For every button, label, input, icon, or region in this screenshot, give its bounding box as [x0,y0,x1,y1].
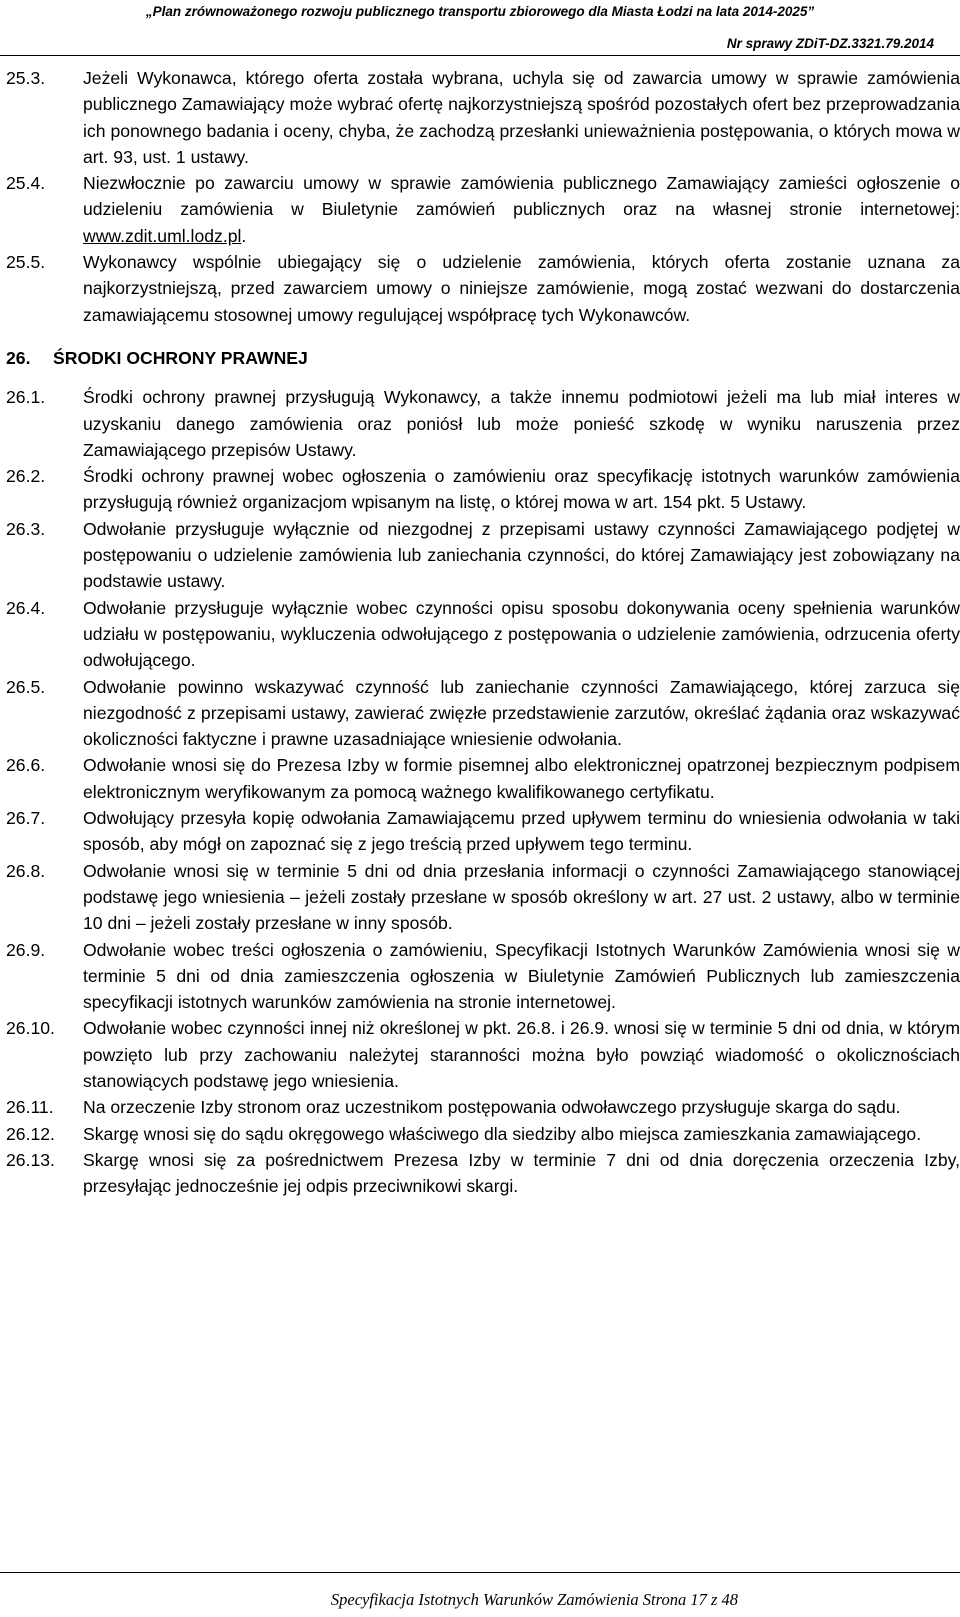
clause-25-5 [6,249,960,328]
clause-26-2 [6,463,960,516]
clause-number: 25.5. [6,252,46,273]
clause-text: Odwołanie wnosi się w terminie 5 dni od dnia przesłania informacji o czynności Zamawiającego stanowiącej podstawę jego wniesienia – jeżeli zostały przesłane w sposób określony w art. 27 ust. 2 ustawy, albo w terminie 10 dni – jeżeli zostały przesłane w inny sposób. [83,860,960,934]
clause-26-3 [6,516,960,595]
clause-26-7 [6,805,960,858]
clause-number: 26.9. [6,939,46,960]
clause-text-end: . [241,225,247,246]
header-divider [0,55,960,56]
clause-number: 26.2. [6,466,46,487]
clause-number: 26.12. [6,1123,55,1144]
clause-text: Skargę wnosi się za pośrednictwem Prezesa Izby w terminie 7 dni od dnia doręczenia orzeczenia Izby, przesyłając jednocześnie jej odpis przeciwnikowi skargi. [83,1149,960,1197]
clause-26-11 [6,1094,960,1120]
clause-text: Jeżeli Wykonawca, którego oferta została wybrana, uchyla się od zawarcia umowy w sprawie zamówienia publicznego Zamawiający może wybrać ofertę najkorzystniejszą spośród pozostałych ofert bez przeprowadzania ich ponownego badania i oceny, chyba, że zachodzą przesłanki unieważnienia postępowania, o których mowa w art. 93, ust. 1 ustawy. [83,68,960,167]
clause-number: 26.7. [6,808,46,829]
clause-26-6 [6,752,960,805]
page-footer: Specyfikacja Istotnych Warunków Zamówienia Strona 17 z 48 [330,1590,738,1609]
website-link[interactable]: www.zdit.uml.lodz.pl [83,225,242,246]
clause-number: 26.3. [6,518,46,539]
clause-number: 26.6. [6,755,46,776]
section-title: ŚRODKI OCHRONY PRAWNEJ [53,347,308,368]
document-body [0,65,960,1199]
clause-26-4 [6,595,960,674]
clause-text: Odwołanie wobec czynności innej niż określonej w pkt. 26.8. i 26.9. wnosi się w terminie 5 dni od dnia, w którym powzięto lub przy zachowaniu należytej staranności można było powziąć wiadomość o okolicznościach stanowiących podstawę jego wniesienia. [83,1018,960,1091]
clause-26-12 [6,1121,960,1147]
clause-number: 26.5. [6,676,46,697]
footer-divider [0,1572,960,1573]
clause-26-9 [6,937,960,1016]
clause-text: Odwołanie wobec treści ogłoszenia o zamówieniu, Specyfikacji Istotnych Warunków Zamówienia wnosi się w terminie 5 dni od dnia zamieszczenia ogłoszenia w Biuletynie Zamówień Publicznych lub zamieszczenia specyfikacji istotnych warunków zamówienia na stronie internetowej. [83,939,960,1013]
clause-number: 25.4. [6,173,46,194]
clause-text: Środki ochrony prawnej wobec ogłoszenia o zamówieniu oraz specyfikację istotnych warunków zamówienia przysługują również organizacjom wpisanym na listę, o której mowa w art. 154 pkt. 5 Ustawy. [83,466,960,513]
clause-text: Odwołanie przysługuje wyłącznie wobec czynności opisu sposobu dokonywania oceny spełnienia warunków udziału w postępowaniu, wykluczenia odwołującego z postępowania o udzielenie zamówienia, odrzucenia oferty odwołującego. [83,597,960,671]
clause-text: Środki ochrony prawnej przysługują Wykonawcy, a także innemu podmiotowi jeżeli ma lub miał interes w uzyskaniu danego zamówienia oraz poniósł lub może ponieść szkodę w wyniku naruszenia przez Zamawiającego przepisów Ustawy. [83,387,960,460]
clause-text: Na orzeczenie Izby stronom oraz uczestnikom postępowania odwoławczego przysługuje skarga do sądu. [83,1097,901,1118]
clause-number: 25.3. [6,68,46,88]
page-header [0,0,960,56]
section-heading [6,345,960,371]
clause-25-3 [6,65,960,170]
clause-26-13 [6,1147,960,1200]
clause-number: 26.13. [6,1149,55,1170]
section-number: 26. [6,347,31,368]
clause-25-4 [6,170,960,249]
clause-text: Odwołujący przesyła kopię odwołania Zamawiającemu przed upływem terminu do wniesienia odwołania w taki sposób, aby mógł on zapoznać się z jego treścią przed upływem tego terminu. [83,808,960,855]
clause-number: 26.10. [6,1018,55,1039]
header-title: „Plan zrównoważonego rozwoju publicznego transportu zbiorowego dla Miasta Łodzi na lata 2014-2025” [145,4,815,19]
clause-text: Niezwłocznie po zawarciu umowy w sprawie zamówienia publicznego Zamawiający zamieści ogłoszenie o udzieleniu zamówienia w Biuletynie zamówień publicznych oraz na własnej stronie internetowej: [83,173,960,220]
clause-number: 26.11. [6,1097,54,1118]
clause-text: Odwołanie przysługuje wyłącznie od niezgodnej z przepisami ustawy czynności Zamawiającego podjętej w postępowaniu o udzielenie zamówienia lub zaniechania czynności, do której Zamawiający jest zobowiązany na podstawie ustawy. [83,518,960,592]
clause-text: Skargę wnosi się do sądu okręgowego właściwego dla siedziby albo miejsca zamieszkania zamawiającego. [83,1123,922,1144]
clause-26-5 [6,674,960,753]
clause-number: 26.8. [6,860,46,881]
clause-26-10 [6,1015,960,1094]
clause-text: Odwołanie wnosi się do Prezesa Izby w formie pisemnej albo elektronicznej opatrzonej bezpiecznym podpisem elektronicznym weryfikowanym za pomocą ważnego kwalifikowanego certyfikatu. [83,755,960,802]
clause-number: 26.1. [6,387,46,408]
case-number: Nr sprawy ZDiT-DZ.3321.79.2014 [726,36,934,51]
clause-text: Odwołanie powinno wskazywać czynność lub zaniechanie czynności Zamawiającego, której zarzuca się niezgodność z przepisami ustawy, zawierać zwięzłe przedstawienie zarzutów, określać żądania oraz wskazywać okoliczności faktyczne i prawne uzasadniające wniesienie odwołania. [83,676,960,750]
clause-text: Wykonawcy wspólnie ubiegający się o udzielenie zamówienia, których oferta zostanie uznana za najkorzystniejszą, przed zawarciem umowy o niniejsze zamówienie, mogą zostać wezwani do dostarczenia zamawiającemu stosownej umowy regulującej współpracę tych Wykonawców. [83,252,960,325]
clause-26-8 [6,858,960,937]
clause-list-26 [0,384,960,1199]
clause-number: 26.4. [6,597,46,618]
clause-26-1 [6,384,960,463]
